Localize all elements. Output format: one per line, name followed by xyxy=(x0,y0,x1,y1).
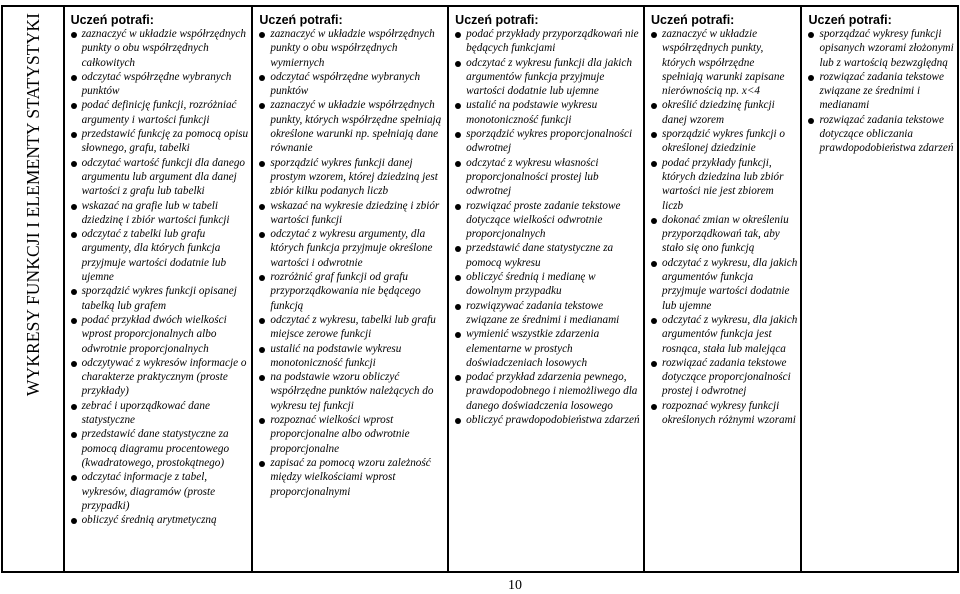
list-item: ustalić na podstawie wykresu monotoniczność funkcji xyxy=(453,98,640,127)
list-item: odczytać z wykresu argumenty, dla których funkcja przyjmuje określone wartości i odwrotnie xyxy=(257,227,444,270)
table-row xyxy=(2,6,958,572)
column-2 xyxy=(252,6,448,572)
list-item: przedstawić funkcję za pomocą opisu słownego, grafu, tabelki xyxy=(69,127,249,156)
list-item: sporządzić wykres funkcji opisanej tabelką lub grafem xyxy=(69,284,249,313)
column-heading: Uczeń potrafi: xyxy=(808,13,892,27)
list-item: zaznaczyć w układzie współrzędnych punkty o obu współrzędnych wymiernych xyxy=(257,27,444,70)
column-heading: Uczeń potrafi: xyxy=(455,13,539,27)
page-number: 10 xyxy=(508,578,522,593)
list-item: odczytać informacje z tabel, wykresów, diagramów (proste przypadki) xyxy=(69,470,249,513)
requirements-table xyxy=(1,5,959,573)
list-item: odczytać wartość funkcji dla danego argumentu lub argument dla danej wartości z grafu lub tabelki xyxy=(69,156,249,199)
list-item: odczytać z wykresu własności proporcjonalności prostej lub odwrotnej xyxy=(453,156,640,199)
list-item: rozwiązać proste zadanie tekstowe dotyczące wielkości odwrotnie proporcjonalnych xyxy=(453,199,640,242)
list-item: obliczyć średnią i medianę w dowolnym przypadku xyxy=(453,270,640,299)
list-item: obliczyć średnią arytmetyczną xyxy=(69,513,249,527)
list-item: zapisać za pomocą wzoru zależność między wielkościami wprost proporcjonalnymi xyxy=(257,456,444,499)
list-item: zaznaczyć w układzie współrzędnych punkty o obu współrzędnych całkowitych xyxy=(69,27,249,70)
list-item: określić dziedzinę funkcji danej wzorem xyxy=(649,98,797,127)
list-item: ustalić na podstawie wykresu monotoniczność funkcji xyxy=(257,342,444,371)
list-item: rozpoznać wykresy funkcji określonych różnymi wzorami xyxy=(649,399,797,428)
list-item: rozwiązać zadania tekstowe związane ze średnimi i medianami xyxy=(806,70,954,113)
list-item: przedstawić dane statystyczne za pomocą wykresu xyxy=(453,241,640,270)
item-list xyxy=(649,27,797,427)
list-item: dokonać zmian w określeniu przyporządkowań tak, aby stało się ono funkcją xyxy=(649,213,797,256)
list-item: rozróżnić graf funkcji od grafu przyporządkowania nie będącego funkcją xyxy=(257,270,444,313)
list-item: sporządzić wykres funkcji o określonej dziedzinie xyxy=(649,127,797,156)
side-title-cell xyxy=(2,6,64,572)
list-item: odczytać z wykresu funkcji dla jakich argumentów funkcja przyjmuje wartości dodatnie lub ujemne xyxy=(453,56,640,99)
list-item: sporządzić wykres funkcji danej prostym wzorem, której dziedziną jest zbiór kilku podanych liczb xyxy=(257,156,444,199)
item-list xyxy=(69,27,249,527)
list-item: podać przykłady funkcji, których dziedzina lub zbiór wartości nie jest zbiorem liczb xyxy=(649,156,797,213)
list-item: wskazać na wykresie dziedzinę i zbiór wartości funkcji xyxy=(257,199,444,228)
column-1 xyxy=(64,6,253,572)
list-item: podać przykład zdarzenia pewnego, prawdopodobnego i niemożliwego dla danego doświadczenia losowego xyxy=(453,370,640,413)
list-item: zaznaczyć w układzie współrzędnych punkty, których współrzędne spełniają warunki zapisane nierównością np. x<4 xyxy=(649,27,797,98)
list-item: na podstawie wzoru obliczyć współrzędne punktów należących do wykresu tej funkcji xyxy=(257,370,444,413)
list-item: odczytać z wykresu, tabelki lub grafu miejsce zerowe funkcji xyxy=(257,313,444,342)
list-item: wymienić wszystkie zdarzenia elementarne w prostych doświadczeniach losowych xyxy=(453,327,640,370)
column-heading: Uczeń potrafi: xyxy=(70,13,154,27)
list-item: rozpoznać wielkości wprost proporcjonalne albo odwrotnie proporcjonalne xyxy=(257,413,444,456)
list-item: obliczyć prawdopodobieństwa zdarzeń xyxy=(453,413,640,427)
list-item: rozwiązywać zadania tekstowe związane ze średnimi i medianami xyxy=(453,299,640,328)
item-list xyxy=(453,27,640,427)
list-item: podać przykład dwóch wielkości wprost proporcjonalnych albo odwrotnie proporcjonalnych xyxy=(69,313,249,356)
list-item: odczytać z wykresu, dla jakich argumentów funkcja jest rosnąca, stała lub malejąca xyxy=(649,313,797,356)
item-list xyxy=(257,27,444,499)
column-heading: Uczeń potrafi: xyxy=(259,13,343,27)
column-3 xyxy=(448,6,644,572)
list-item: przedstawić dane statystyczne za pomocą diagramu procentowego (kwadratowego, prostokątnego) xyxy=(69,427,249,470)
list-item: zebrać i uporządkować dane statystyczne xyxy=(69,399,249,428)
item-list xyxy=(806,27,954,156)
list-item: sporządzić wykres proporcjonalności odwrotnej xyxy=(453,127,640,156)
list-item: odczytywać z wykresów informacje o charakterze praktycznym (proste przykłady) xyxy=(69,356,249,399)
list-item: rozwiązać zadania tekstowe dotyczące obliczania prawdopodobieństwa zdarzeń xyxy=(806,113,954,156)
column-heading: Uczeń potrafi: xyxy=(651,13,735,27)
list-item: podać definicję funkcji, rozróżniać argumenty i wartości funkcji xyxy=(69,98,249,127)
list-item: rozwiązać zadania tekstowe dotyczące proporcjonalności prostej i odwrotnej xyxy=(649,356,797,399)
list-item: wskazać na grafie lub w tabeli dziedzinę i zbiór wartości funkcji xyxy=(69,199,249,228)
list-item: podać przykłady przyporządkowań nie będących funkcjami xyxy=(453,27,640,56)
list-item: sporządzać wykresy funkcji opisanych wzorami złożonymi lub z wartością bezwzględną xyxy=(806,27,954,70)
list-item: odczytać z wykresu, dla jakich argumentów funkcja przyjmuje wartości dodatnie lub ujemne xyxy=(649,256,797,313)
side-title: WYKRESY FUNKCJI I ELEMENTY STATYSTYKI xyxy=(22,13,43,397)
column-5 xyxy=(801,6,958,572)
column-4 xyxy=(644,6,801,572)
list-item: odczytać z tabelki lub grafu argumenty, dla których funkcja przyjmuje wartości dodatnie lub ujemne xyxy=(69,227,249,284)
list-item: odczytać współrzędne wybranych punktów xyxy=(257,70,444,99)
list-item: zaznaczyć w układzie współrzędnych punkty, których współrzędne spełniają określone warunki np. spełniają dane równanie xyxy=(257,98,444,155)
list-item: odczytać współrzędne wybranych punktów xyxy=(69,70,249,99)
